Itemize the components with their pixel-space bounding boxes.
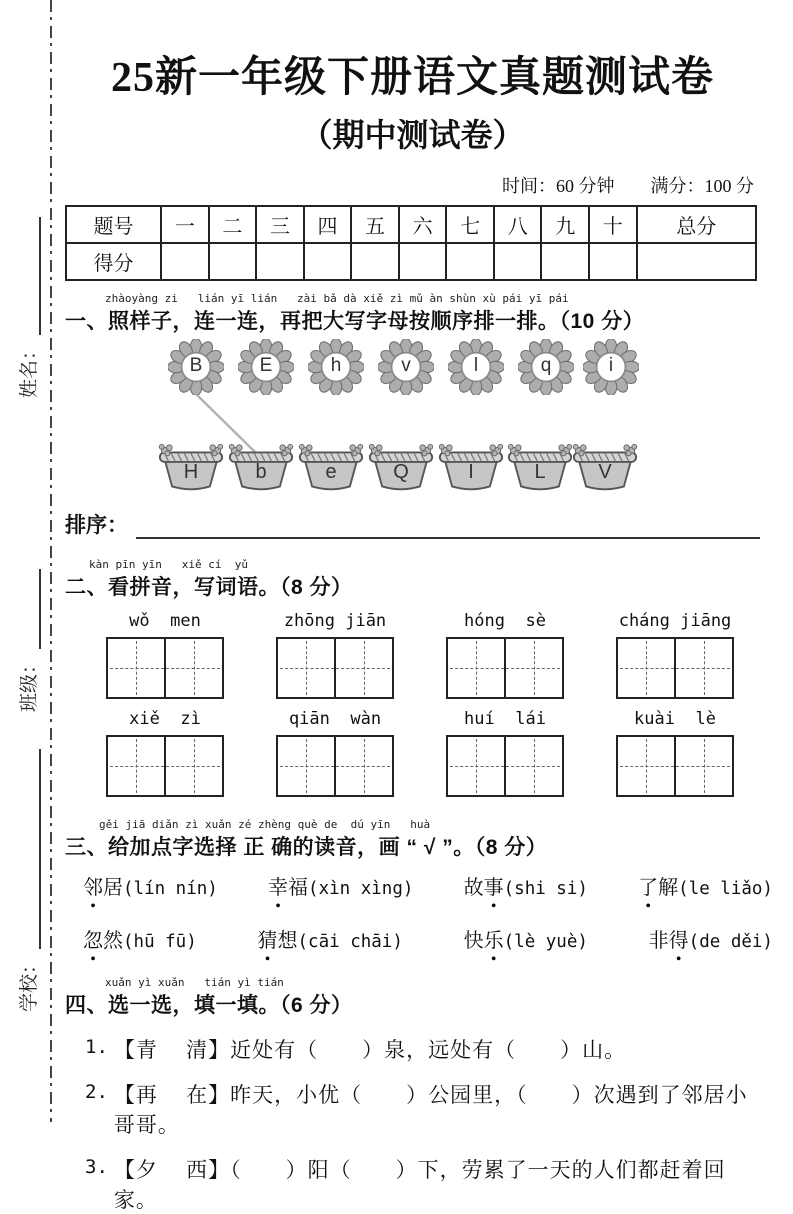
basket-item: [506, 443, 574, 495]
word-pinyin: xiě zì: [129, 709, 201, 729]
flower-letter: i: [608, 355, 614, 376]
dotted-char: 乐: [483, 930, 504, 952]
basket-item: [227, 443, 295, 495]
word-pinyin: hóng sè: [464, 611, 546, 631]
header-cell: 五: [351, 206, 399, 243]
flower-item: [518, 339, 574, 395]
pinyin-word-block: [599, 709, 751, 797]
section2-title: 二、看拼音，写词语。（8 分）: [65, 576, 353, 599]
basket-item: [297, 443, 365, 495]
item-reading: (shi si): [503, 879, 588, 899]
item-pre: 快: [463, 930, 484, 952]
section3-pinyin: gěi jiā diǎn zì xuǎn zé zhèng què de dú yīn huà: [99, 818, 431, 831]
item-reading: (lín nín): [123, 879, 218, 899]
writing-grid: [276, 735, 394, 797]
writing-cell: [278, 737, 334, 795]
score-cell: [304, 243, 352, 280]
writing-grid: [446, 637, 564, 699]
score-table-header-row: [66, 206, 756, 243]
score-cell: [351, 243, 399, 280]
flower-letter: v: [401, 355, 411, 376]
score-table-score-row: [66, 243, 756, 280]
pronunciation-item: [464, 924, 588, 953]
dotted-char: 了: [638, 877, 659, 899]
writing-cell: [108, 737, 164, 795]
question-text: 【青 清】近处有（ ）泉，远处有（ ）山。: [113, 1038, 627, 1062]
writing-cell: [164, 639, 222, 697]
score-cell: [494, 243, 542, 280]
fill-in-question: [85, 1034, 760, 1064]
pronunciation-item: [258, 924, 403, 953]
sort-answer-blank: [136, 513, 760, 539]
pronunciation-item: [83, 871, 218, 900]
question-number: 3.: [85, 1156, 108, 1178]
item-reading: (le liǎo): [678, 879, 773, 899]
student-class-field: [14, 569, 41, 712]
match-figure: [65, 339, 760, 505]
header-cell: 四: [304, 206, 352, 243]
header-cell: 二: [209, 206, 257, 243]
item-post: 居: [103, 877, 123, 899]
fill-in-question: [85, 1154, 760, 1214]
basket-letter: I: [468, 461, 474, 483]
writing-cell: [618, 639, 674, 697]
section2-pinyin: kàn pīn yīn xiě cí yǔ: [89, 558, 248, 571]
pinyin-word-block: [259, 709, 411, 797]
item-post: 解: [658, 877, 679, 899]
pronunciation-item: [268, 871, 413, 900]
header-cell: 一: [161, 206, 209, 243]
item-reading: (xìn xìng): [308, 879, 414, 899]
student-school-field: [14, 749, 41, 1012]
header-cell: 十: [589, 206, 637, 243]
student-name-label: 姓名：: [19, 340, 40, 398]
writing-cell: [674, 737, 732, 795]
pinyin-word-block: [429, 709, 581, 797]
writing-cell: [504, 737, 562, 795]
basket-item: [571, 443, 639, 495]
item-pre: 非: [648, 930, 669, 952]
dotted-char: 邻: [83, 877, 103, 899]
question-text: 【夕 西】（ ）阳（ ）下，劳累了一天的人们都赶着回家。: [113, 1158, 726, 1212]
student-school-label: 学校：: [19, 954, 40, 1012]
flower-item: [308, 339, 364, 395]
basket-item: [367, 443, 435, 495]
item-post: 福: [288, 877, 309, 899]
student-class-blank: [19, 569, 41, 649]
flower-item: [583, 339, 639, 395]
writing-grid: [616, 637, 734, 699]
pronunciation-item: [638, 871, 773, 900]
pinyin-word-block: [259, 611, 411, 699]
word-pinyin: zhōng jiān: [283, 611, 387, 631]
header-cell: 七: [446, 206, 494, 243]
basket-letter: V: [598, 461, 612, 483]
flower-item: [448, 339, 504, 395]
header-cell: 总分: [637, 206, 756, 243]
header-cell: 三: [256, 206, 304, 243]
page-subtitle: （期中测试卷）: [300, 117, 525, 153]
header-cell: 九: [541, 206, 589, 243]
basket-letter: b: [255, 461, 267, 483]
section4-title: 四、选一选，填一填。（6 分）: [65, 994, 353, 1017]
pronunciation-item: [649, 924, 773, 953]
word-pinyin: qiān wàn: [288, 709, 382, 729]
student-name-field: [14, 217, 41, 398]
word-pinyin: huí lái: [464, 709, 546, 729]
writing-cell: [448, 737, 504, 795]
score-cell: [446, 243, 494, 280]
flower-item: [238, 339, 294, 395]
item-reading: (hū fū): [123, 932, 197, 952]
pinyin-word-row: [89, 611, 751, 699]
basket-letter: H: [183, 461, 199, 483]
writing-cell: [164, 737, 222, 795]
item-post: 然: [103, 930, 123, 952]
pronunciation-item: [464, 871, 588, 900]
item-reading: (de děi): [688, 932, 773, 952]
writing-grid: [446, 735, 564, 797]
time-score-info: 时间：60 分钟 满分：100 分: [502, 176, 754, 196]
section1-pinyin: zhàoyàng zi lián yī lián zài bǎ dà xiě zì mǔ àn shùn xù pái yī pái: [105, 292, 569, 305]
score-cell: [256, 243, 304, 280]
question-text: 【再 在】昨天，小优（ ）公园里，（ ）次遇到了邻居小哥哥。: [113, 1083, 748, 1137]
writing-cell: [448, 639, 504, 697]
basket-item: [157, 443, 225, 495]
header-cell: 题号: [66, 206, 161, 243]
writing-grid: [276, 637, 394, 699]
flower-letter: q: [540, 355, 552, 376]
writing-cell: [108, 639, 164, 697]
sort-label: 排序：: [65, 513, 128, 537]
writing-cell: [278, 639, 334, 697]
writing-grid: [616, 735, 734, 797]
basket-item: [437, 443, 505, 495]
item-post: 想: [277, 930, 298, 952]
word-pinyin: kuài lè: [634, 709, 716, 729]
basket-letter: e: [325, 461, 337, 483]
student-class-label: 班级：: [19, 654, 40, 712]
score-cell: [161, 243, 209, 280]
score-table: [65, 205, 757, 281]
writing-grid: [106, 735, 224, 797]
binding-fold-line: [50, 0, 52, 1122]
writing-cell: [334, 737, 392, 795]
pronunciation-row: [83, 924, 773, 953]
pinyin-word-block: [599, 611, 751, 699]
pinyin-word-block: [429, 611, 581, 699]
section3-title: 三、给加点字选择 正 确的读音，画 “ √ ”。（8 分）: [65, 836, 548, 859]
question-number: 2.: [85, 1081, 108, 1103]
score-cell: [589, 243, 637, 280]
question-number: 1.: [85, 1036, 108, 1058]
flower-item: [168, 339, 224, 395]
dotted-char: 幸: [268, 877, 289, 899]
basket-letter: Q: [393, 461, 409, 483]
item-pre: 故: [463, 877, 484, 899]
section1-title: 一、照样子，连一连，再把大写字母按顺序排一排。（10 分）: [65, 310, 645, 333]
flower-letter: l: [473, 355, 479, 376]
dotted-char: 得: [668, 930, 689, 952]
dotted-char: 猜: [257, 930, 278, 952]
word-pinyin: wǒ men: [129, 611, 201, 631]
sort-answer-row: [65, 509, 760, 539]
word-pinyin: cháng jiāng: [618, 611, 732, 631]
pronunciation-row: [83, 871, 773, 900]
pinyin-word-row: [89, 709, 751, 797]
score-cell: [541, 243, 589, 280]
score-cell: [399, 243, 447, 280]
writing-cell: [618, 737, 674, 795]
item-reading: (cāi chāi): [297, 932, 403, 952]
flower-item: [378, 339, 434, 395]
basket-letter: L: [534, 461, 546, 483]
pronunciation-item: [83, 924, 197, 953]
dotted-char: 忽: [83, 930, 103, 952]
writing-cell: [334, 639, 392, 697]
writing-cell: [504, 639, 562, 697]
flower-letter: B: [189, 355, 203, 376]
flower-letter: h: [330, 355, 342, 376]
section4-pinyin: xuǎn yì xuǎn tián yì tián: [105, 976, 284, 989]
item-reading: (lè yuè): [503, 932, 588, 952]
writing-grid: [106, 637, 224, 699]
header-cell: 六: [399, 206, 447, 243]
header-cell: 八: [494, 206, 542, 243]
score-cell: [209, 243, 257, 280]
page-title: 25新一年级下册语文真题测试卷: [110, 55, 714, 101]
flower-letter: E: [259, 355, 273, 376]
score-row-label: 得分: [66, 243, 161, 280]
score-cell: [637, 243, 756, 280]
student-school-blank: [19, 749, 41, 949]
dotted-char: 事: [483, 877, 504, 899]
pinyin-word-block: [89, 709, 241, 797]
writing-cell: [674, 639, 732, 697]
fill-in-question: [85, 1079, 760, 1139]
pinyin-word-block: [89, 611, 241, 699]
student-name-blank: [19, 217, 41, 335]
